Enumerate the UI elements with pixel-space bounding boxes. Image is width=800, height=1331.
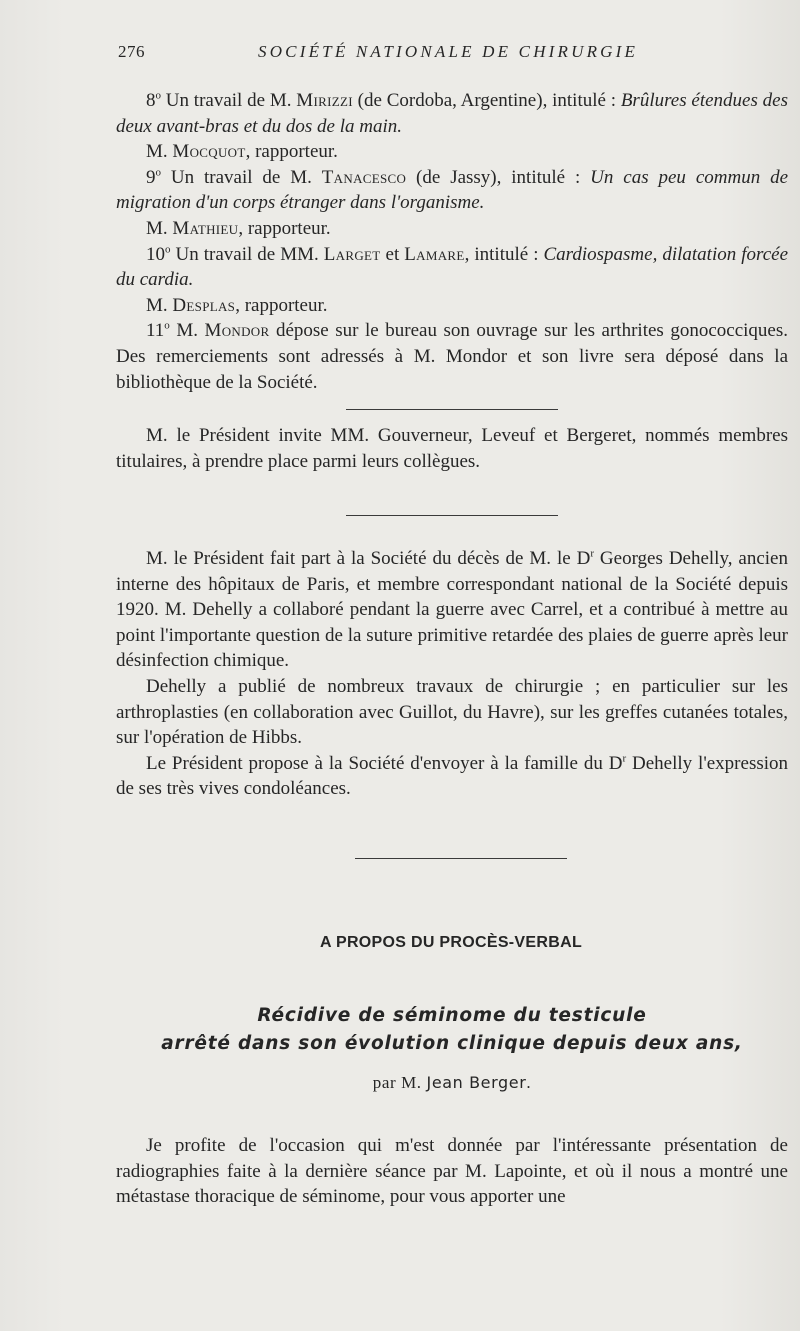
item-10-reporter: M. Desplas, rapporteur. <box>146 294 328 316</box>
paragraph-travaux: Dehelly a publié de nombreux travaux de chirurgie ; en particulier sur les arthroplasties (en collaboration avec Guillot, du Havre), sur les greffes cutanées totales, sur l'opération de Hibbs. <box>116 675 788 749</box>
author-name: Mirizzi <box>296 90 353 111</box>
page-header <box>118 42 788 72</box>
item-8: 8$^o$ Un travail de M. Mirizzi (de Cordoba, Argentine), intitulé : Brûlures étendues des deux avant-bras et du dos de la main. <box>116 89 788 137</box>
work-title: Un cas peu commun de migration d'un corps étranger dans l'organisme. <box>116 166 789 214</box>
separator-rule <box>346 515 558 516</box>
author-name: Tanacesco <box>321 166 407 188</box>
article-title: Récidive de séminome du testicule arrêté dans son évolution clinique depuis deux ans, <box>161 1005 743 1054</box>
author-name: Jean Berger <box>426 1073 527 1092</box>
item-8-reporter: M. Mocquot, rapporteur. <box>146 141 338 163</box>
paragraph: Je profite de l'occasion qui m'est donnée par l'intéressante présentation de radiographies faite à la dernière séance par M. Lapointe, et où il nous a montré une métastase thoracique de séminome, pour vous apporter une <box>116 1135 788 1208</box>
paragraph-condoleances: Le Président propose à la Société d'envoyer à la famille du $D^r$ Dehelly l'expression de ses très vives condoléances. <box>116 752 789 800</box>
separator-rule <box>355 858 567 859</box>
item-10: 10$^o$ Un travail de MM. Larget et Lamare, intitulé : Cardiospasme, dilatation forcée du cardia. <box>116 243 789 291</box>
article-byline: par M. Jean Berger. <box>372 1073 532 1092</box>
item-9-reporter: M. Mathieu, rapporteur. <box>146 217 331 239</box>
separator-rule <box>346 409 558 410</box>
work-title: Brûlures étendues des deux avant-bras et du dos de la main. <box>116 90 788 137</box>
article-body <box>116 1133 788 1210</box>
work-title: Cardiospasme, dilatation forcée du cardia. <box>116 243 789 291</box>
president-invitation <box>116 423 788 474</box>
section-heading: A PROPOS DU PROCÈS-VERBAL <box>319 934 583 951</box>
running-title: SOCIÉTÉ NATIONALE DE CHIRURGIE <box>258 42 639 61</box>
obituary-notice <box>116 546 788 802</box>
item-11: 11$^o$ M. Mondor dépose sur le bureau son ouvrage sur les arthrites gonococciques. Des remerciements sont adressés à M. Mondor et son livre sera déposé dans la bibliothèque de la Société. <box>116 320 788 393</box>
paragraph: M. le Président invite MM. Gouverneur, Leveuf et Bergeret, nommés membres titulaires, à prendre place parmi leurs collègues. <box>116 425 788 472</box>
paragraph-deces: M. le Président fait part à la Société du décès de M. le $D^r$ Georges Dehelly, ancien interne des hôpitaux de Paris, et membre correspondant national de la Société depuis 1920. M. Dehelly a collaboré pendant la guerre avec Carrel, et a contribué à mettre au point l'importante question de la suture primitive retardée des plaies de guerre après leur désinfection chimique. <box>116 547 788 672</box>
announcements-list <box>116 88 788 395</box>
item-9: 9$^o$ Un travail de M. Tanacesco (de Jassy), intitulé : Un cas peu commun de migration d'un corps étranger dans l'organisme. <box>116 166 789 214</box>
page-number: 276 <box>118 42 145 61</box>
